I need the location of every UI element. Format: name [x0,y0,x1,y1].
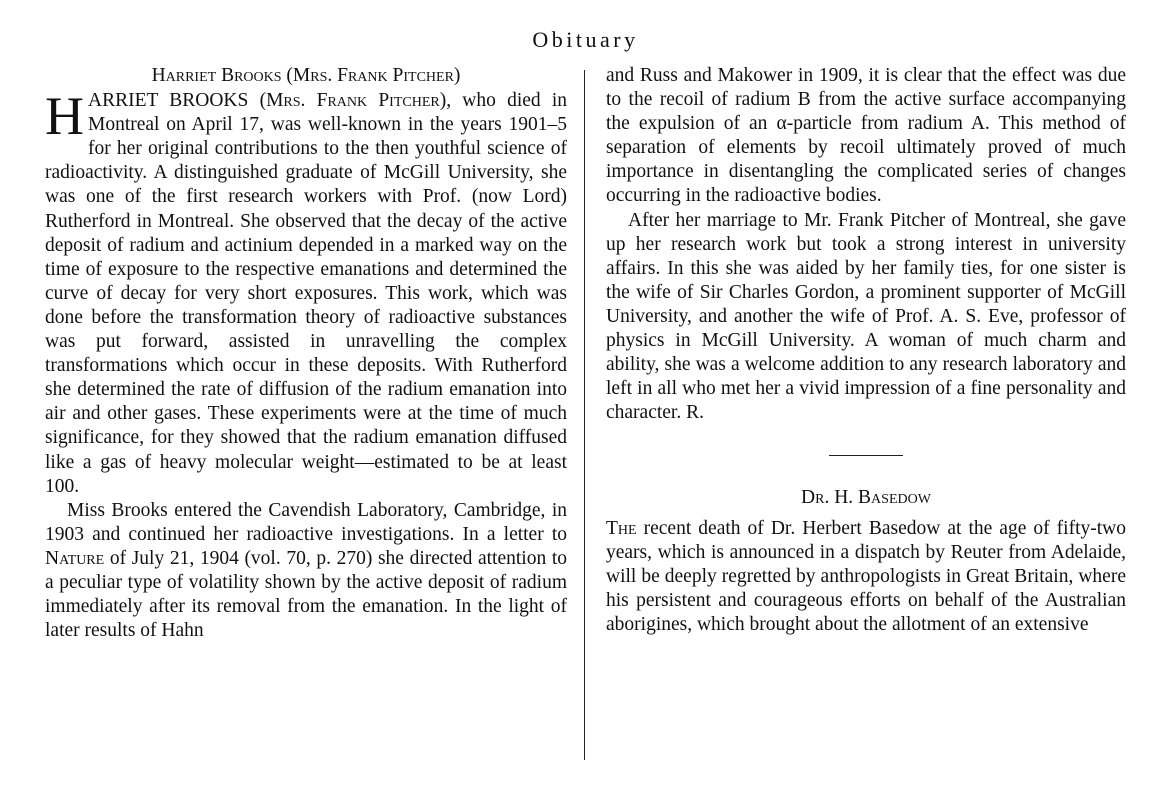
heading-married-name: (Mrs. Frank Pitcher) [286,65,461,86]
section-separator [829,455,903,456]
brooks-paragraph-2 [45,499,567,644]
paragraph-text-b: of July 21, 1904 (vol. 70, p. 270) she directed attention to a peculiar type of volatility shown by the active deposit of radium immediately after its removal from the emanation. In the light of later results of Hahn [45,547,568,642]
basedow-paragraph-1 [606,517,1126,637]
paragraph-text-a: Miss Brooks entered the Cavendish Laboratory, Cambridge, in 1903 and continued her radioactive investigations. In a letter to [45,499,567,545]
obituary-heading-brooks [45,64,567,88]
paragraph-body: who died in Montreal on April 17, was well-known in the years 1901–5 for her original contributions to the then youthful science of radioactivity. A distinguished graduate of McGill University, she was one of the first research workers with Prof. (now Lord) Rutherford in Montreal. She observed that the decay of the active deposit of radium and actinium depended in a marked way on the time of exposure to the respective emanations and determined the curve of decay for very short exposures. This work, which was done before the transformation theory of radioactive substances was put forward, assisted in unravelling the complex transformations which occur in these deposits. With Rutherford she determined the rate of diffusion of the radium emanation into air and other gases. These experiments were at the time of much significance, for they showed that the radium emanation diffused like a gas of heavy molecular weight—estimated to be at least 100. [45,90,568,497]
right-column [606,64,1126,637]
nature-journal-name: Nature [45,547,105,569]
drop-cap: H [45,86,84,147]
section-header: Obituary [532,27,639,52]
column-divider [584,70,585,760]
lead-word: The [606,517,637,539]
paragraph-body: recent death of Dr. Herbert Basedow at the age of fifty-two years, which is announced in a dispatch by Reuter from Adelaide, will be deeply regretted by anthropologists in Great Britain, where his persistent and courageous efforts on behalf of the Australian aborigines, which brought about the allotment of an extensive [606,517,1127,635]
brooks-paragraph-1 [45,86,568,499]
brooks-paragraph-4: After her marriage to Mr. Frank Pitcher of Montreal, she gave up her research work but took a strong interest in university affairs. In this she was aided by her family ties, for one sister is the wife of Sir Charles Gordon, a prominent supporter of McGill University, and another the wife of Prof. A. S. Eve, professor of physics in McGill University. A woman of much charm and ability, she was a welcome addition to any research laboratory and left in all who met her a vivid impression of a fine personality and character. R. [606,209,1126,424]
obituary-heading-basedow: Dr. H. Basedow [801,487,931,509]
lead-name: ARRIET BROOKS [88,90,249,112]
brooks-paragraph-3: and Russ and Makower in 1909, it is clear that the effect was due to the recoil of radium B from the active surface accompanying the expulsion of an α-particle from radium A. This method of separation of elements by recoil ultimately proved of much importance in disentangling the complicated series of changes occurring in the radioactive bodies. [606,65,1126,207]
lead-married-name: (Mrs. Frank Pitcher), [259,90,452,112]
left-column [45,64,567,643]
heading-name: Harriet Brooks [151,65,282,86]
